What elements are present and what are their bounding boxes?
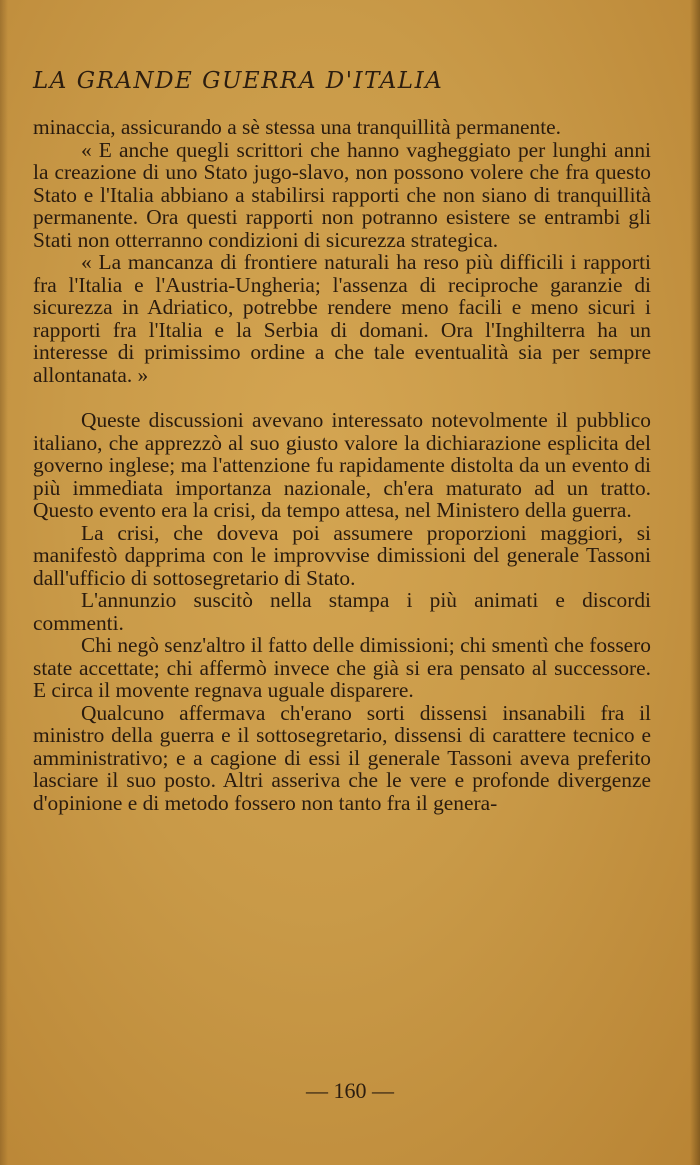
page-edge-shadow-left [0,0,8,1165]
paragraph: minaccia, assicurando a sè stessa una tranquillità permanente. [33,115,562,139]
paragraph: Chi negò senz'altro il fatto delle dimissioni; chi smentì che fossero state accettate; chi affermò invece che già si era pensato al successore. E circa il movente regnava uguale disparere. [33,633,651,702]
page-edge-shadow-right [690,0,700,1165]
paragraph: L'annunzio suscitò nella stampa i più animati e discordi commenti. [33,588,651,635]
paragraph: « E anche quegli scrittori che hanno vagheggiato per lunghi anni la creazione di uno Stato jugo-slavo, non possono volere che fra questo Stato e l'Italia abbiano a stabilirsi rapporti che non siano di tranquillità permanente. Ora questi rapporti non potranno esistere se entrambi gli Stati non otterranno condizioni di sicurezza strategica. [33,137,651,252]
paragraph: La crisi, che doveva poi assumere proporzioni maggiori, si manifestò dapprima con le improvvise dimissioni del generale Tassoni dall'ufficio di sottosegretario di Stato. [33,520,651,590]
running-head: LA GRANDE GUERRA D'ITALIA [33,68,444,94]
paragraph: Queste discussioni avevano interessato notevolmente il pubblico italiano, che apprezzò al suo giusto valore la dichiarazione esplicita del governo inglese; ma l'attenzione fu rapidamente distolta da un evento di più immediata importanza nazionale, ch'era maturato ad un tratto. Questo evento era la crisi, da tempo attesa, nel Ministero della guerra. [33,408,651,522]
paragraph: « La mancanza di frontiere naturali ha reso più difficili i rapporti fra l'Italia e l'Austria-Ungheria; l'assenza di reciproche garanzie di sicurezza in Adriatico, potrebbe rendere meno facili e meno sicuri i rapporti fra l'Italia e la Serbia di domani. Ora l'Inghilterra ha un interesse di primissimo ordine a che tale eventualità sia per sempre allontanata. » [33,250,651,387]
paragraph: Qualcuno affermava ch'erano sorti dissensi insanabili fra il ministro della guerra e il sottosegretario, dissensi di carattere tecnico e amministrativo; e a cagione di essi il generale Tassoni aveva preferito lasciare il suo posto. Altri asseriva che le vere e profonde divergenze d'opinione e di metodo fossero non tanto fra il genera- [33,700,651,815]
page-number: — 160 — [306,1078,394,1103]
body-text [33,116,651,814]
